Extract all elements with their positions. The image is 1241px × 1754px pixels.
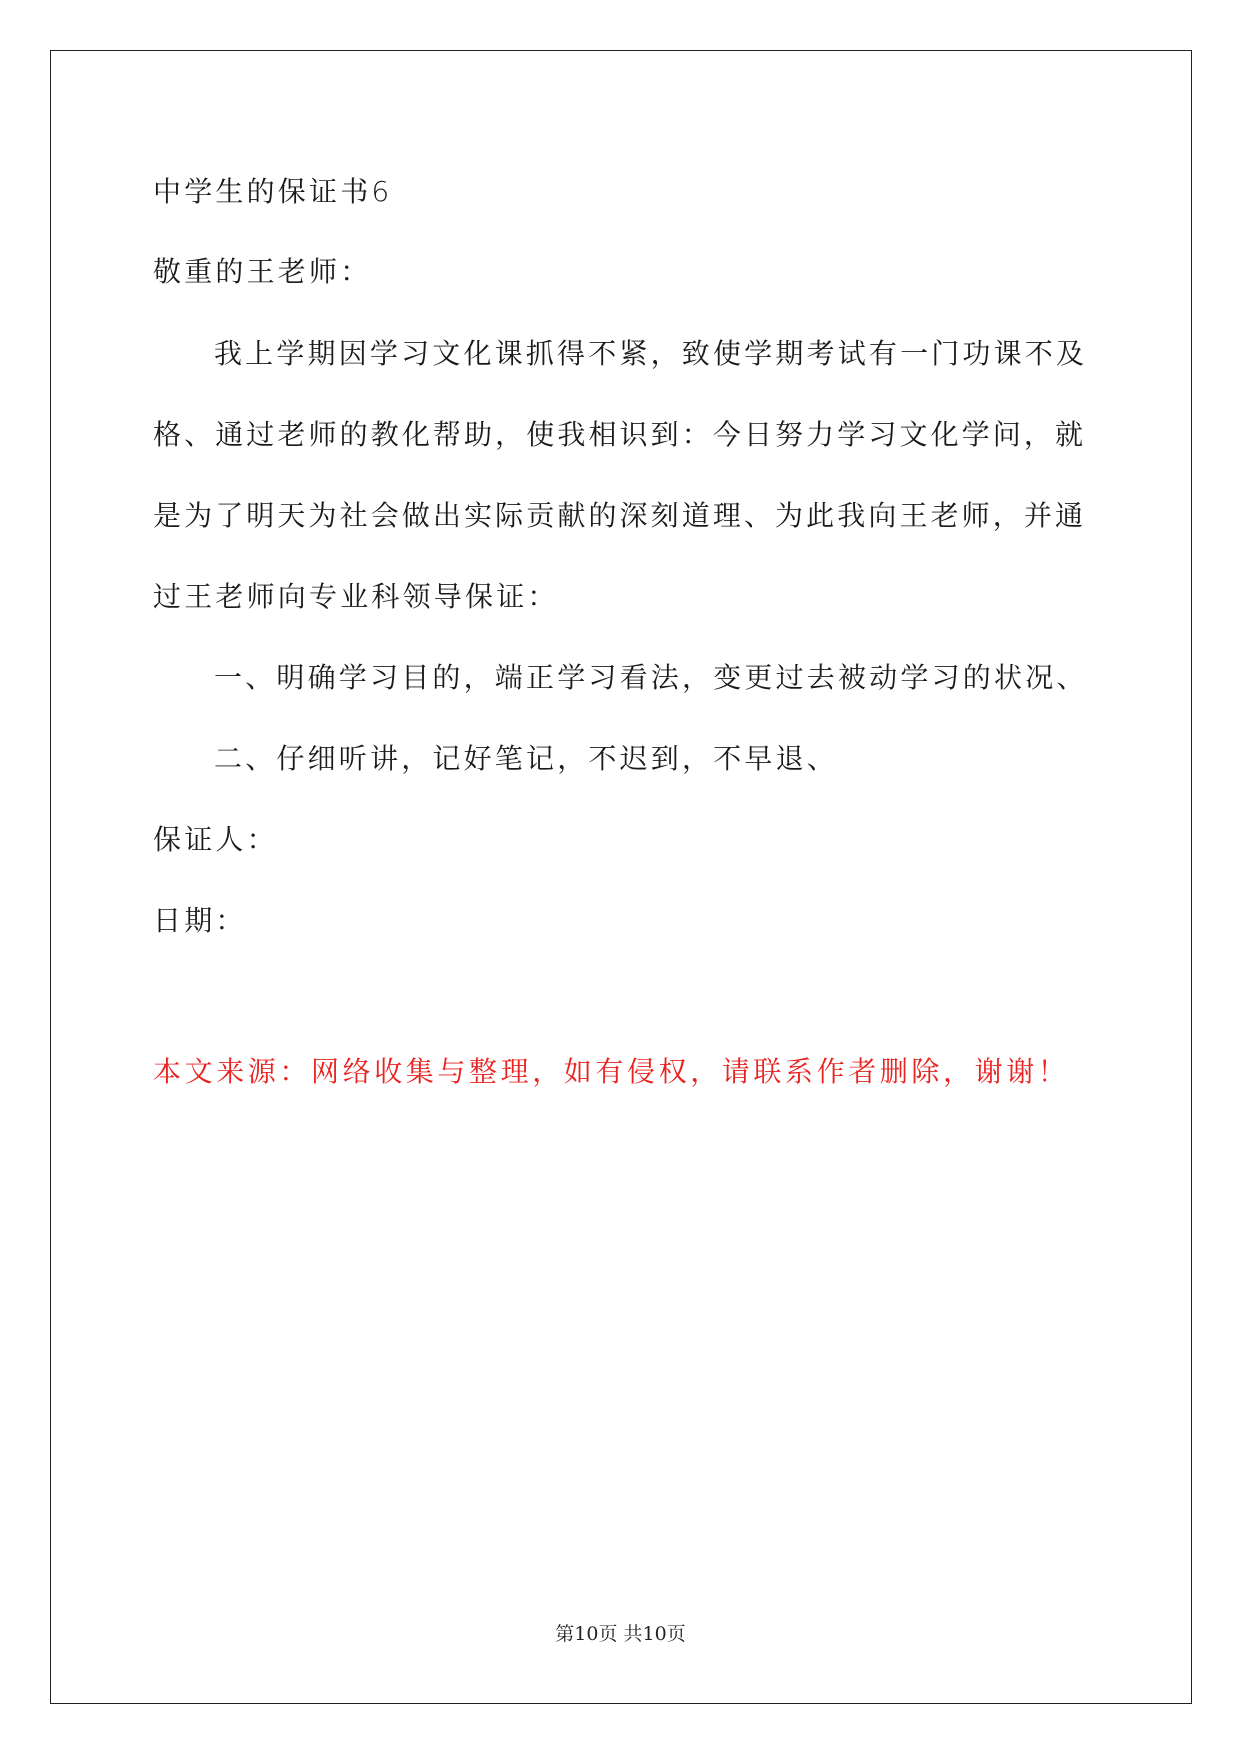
paragraph-line-3: 是为了明天为社会做出实际贡献的深刻道理、为此我向王老师，并通 bbox=[153, 499, 1083, 532]
paragraph-line-1: 我上学期因学习文化课抓得不紧，致使学期考试有一门功课不及 bbox=[214, 337, 1084, 370]
list-item-2: 二、仔细听讲，记好笔记，不迟到，不早退、 bbox=[214, 742, 839, 775]
paragraph-line-4: 过王老师向专业科领导保证： bbox=[153, 580, 559, 613]
page-footer: 第10页 共10页 bbox=[555, 1623, 686, 1645]
list-item-1: 一、明确学习目的，端正学习看法，变更过去被动学习的状况、 bbox=[214, 661, 1088, 694]
date-label: 日期： bbox=[153, 904, 247, 937]
salutation: 敬重的王老师： bbox=[153, 255, 372, 288]
document-title: 中学生的保证书6 bbox=[153, 175, 393, 208]
page-border bbox=[50, 50, 1192, 1704]
signer-label: 保证人： bbox=[153, 823, 278, 856]
source-notice: 本文来源：网络收集与整理，如有侵权，请联系作者删除，谢谢！ bbox=[153, 1055, 1070, 1088]
paragraph-line-2: 格、通过老师的教化帮助，使我相识到：今日努力学习文化学问，就 bbox=[153, 418, 1083, 451]
